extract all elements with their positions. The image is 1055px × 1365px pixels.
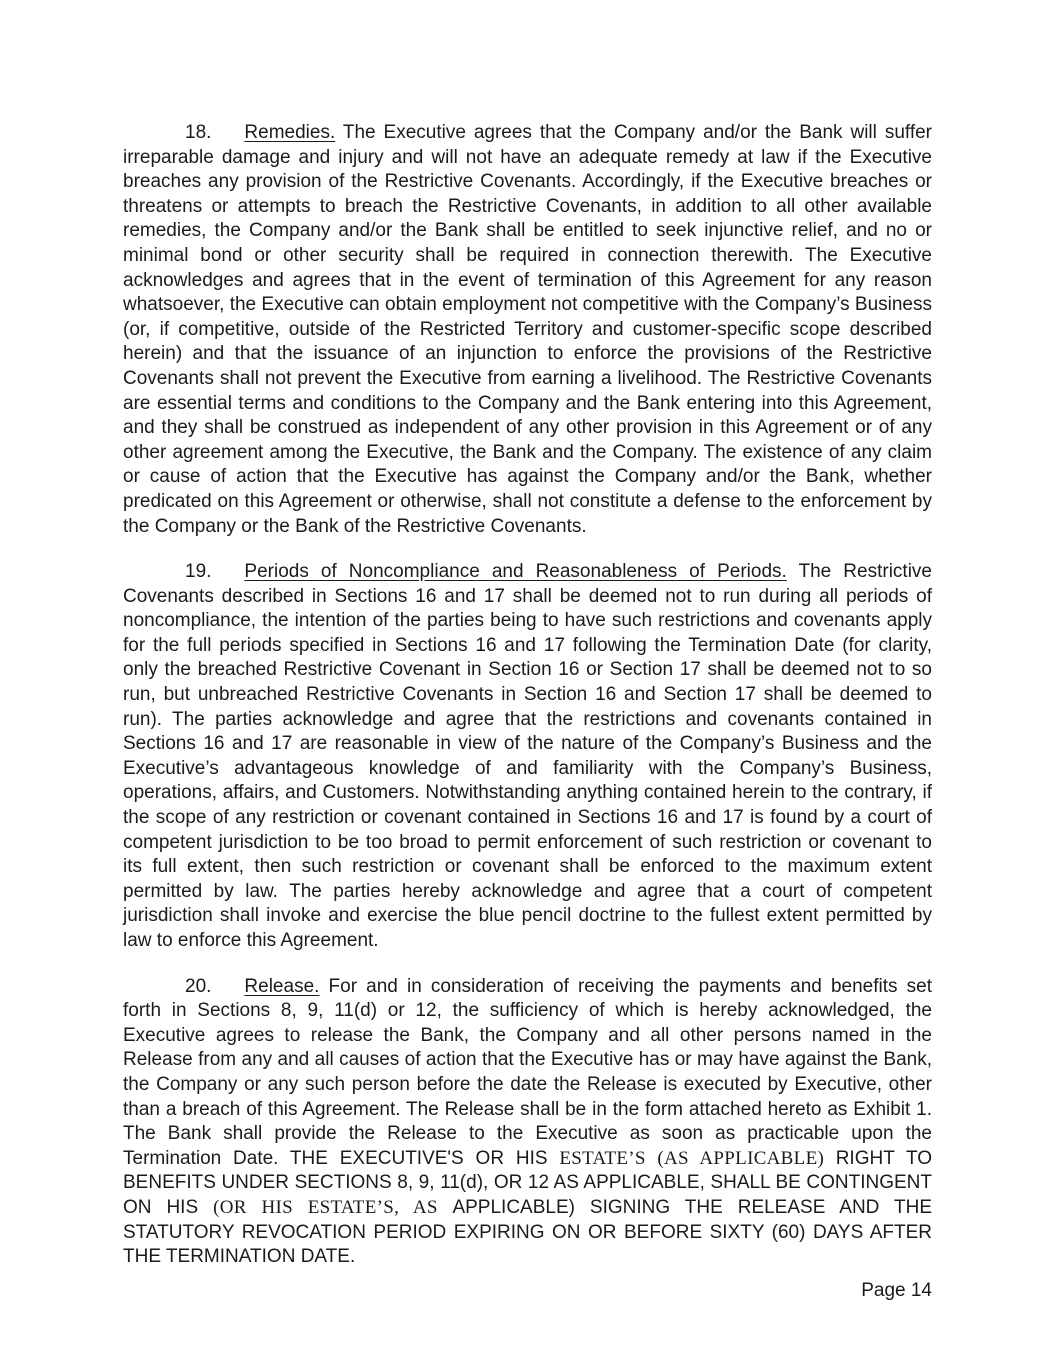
section-paragraph-release <box>123 975 932 1270</box>
section-number: 20. <box>185 975 212 997</box>
text-run-normal: For and in consideration of receiving the payments and benefits set forth in Sections 8, 9, 11(d) or 12, the sufficiency of which is hereby acknowledged, the Executive agrees to release the Bank, the Company and all other persons named in the Release from any and all causes of action that the Executive has or may have against the Bank, the Company or any such person before the date the Release is executed by Executive, other than a breach of this Agreement. The Release shall be in the form attached hereto as Exhibit 1. The Bank shall provide the Release to the Executive as soon as practicable upon the Termination Date. THE EXECUTIVE'S OR HIS <box>123 975 932 1169</box>
text-run-normal: APPLICABLE) SIGNING THE RELEASE AND THE STATUTORY REVOCATION PERIOD EXPIRING ON OR BEFORE SIXTY (60) DAYS AFTER THE TERMINATION DATE. <box>123 1196 933 1268</box>
text-run-serif: ESTATE’S (AS APPLICABLE) <box>559 1147 836 1169</box>
page-footer <box>861 1279 932 1303</box>
section-heading: Release. <box>244 975 320 997</box>
text-run-normal: The Restrictive Covenants described in Sections 16 and 17 shall be deemed not to run during all periods of noncompliance, the intention of the parties being to have such restrictions and covenants apply for the full periods specified in Sections 16 and 17 following the Termination Date (for clarity, only the breached Restrictive Covenant in Section 16 or Section 17 shall be deemed not to so run, but unbreached Restrictive Covenants in Section 16 and Section 17 shall be deemed to run). The parties acknowledge and agree that the restrictions and covenants contained in Sections 16 and 17 are reasonable in view of the nature of the Company’s Business and the Executive’s advantageous knowledge of and familiarity with the Company’s Business, operations, affairs, and Customers. Notwithstanding anything contained herein to the contrary, if the scope of any restriction or covenant contained in Sections 16 and 17 is found by a court of competent jurisdiction to be too broad to permit enforcement of such restriction or covenant to its full extent, then such restriction or covenant shall be enforced to the maximum extent permitted by law. The parties hereby acknowledge and agree that a court of competent jurisdiction shall invoke and exercise the blue pencil doctrine to the fullest extent permitted by law to enforce this Agreement. <box>123 561 932 951</box>
section-number: 19. <box>185 561 212 583</box>
page-number-label: Page 14 <box>861 1280 932 1301</box>
text-run-normal: RIGHT TO BENEFITS UNDER SECTIONS 8, 9, 11(d), OR 12 AS APPLICABLE, SHALL BE CONTINGENT ON HIS <box>123 1147 932 1218</box>
section-body-text <box>123 976 932 1268</box>
text-run-serif: (OR HIS ESTATE’S, AS <box>213 1196 453 1218</box>
document-body <box>123 121 932 1291</box>
section-heading: Remedies. <box>244 122 336 143</box>
section-paragraph-periods-of-noncompliance <box>123 560 932 954</box>
section-body-text <box>123 122 932 537</box>
section-heading: Periods of Noncompliance and Reasonableness of Periods. <box>244 561 787 583</box>
section-body-text <box>123 561 932 951</box>
section-number: 18. <box>185 122 212 143</box>
text-run-normal: The Executive agrees that the Company and/or the Bank will suffer irreparable damage and injury and will not have an adequate remedy at law if the Executive breaches any provision of the Restrictive Covenants. Accordingly, if the Executive breaches or threatens or attempts to breach the Restrictive Covenants, in addition to all other available remedies, the Company and/or the Bank shall be entitled to seek injunctive relief, and no or minimal bond or other security shall be required in connection therewith. The Executive acknowledges and agrees that in the event of termination of this Agreement for any reason whatsoever, the Executive can obtain employment not competitive with the Company’s Business (or, if competitive, outside of the Restricted Territory and customer-specific scope described herein) and that the issuance of an injunction to enforce the provisions of the Restrictive Covenants shall not prevent the Executive from earning a livelihood. The Restrictive Covenants are essential terms and conditions to the Company and the Bank entering into this Agreement, and they shall be construed as independent of any other provision in this Agreement or of any other agreement among the Executive, the Bank and the Company. The existence of any claim or cause of action that the Executive has against the Company and/or the Bank, whether predicated on this Agreement or otherwise, shall not constitute a defense to the enforcement by the Company or the Bank of the Restrictive Covenants. <box>123 122 932 537</box>
section-paragraph-remedies <box>123 121 932 539</box>
